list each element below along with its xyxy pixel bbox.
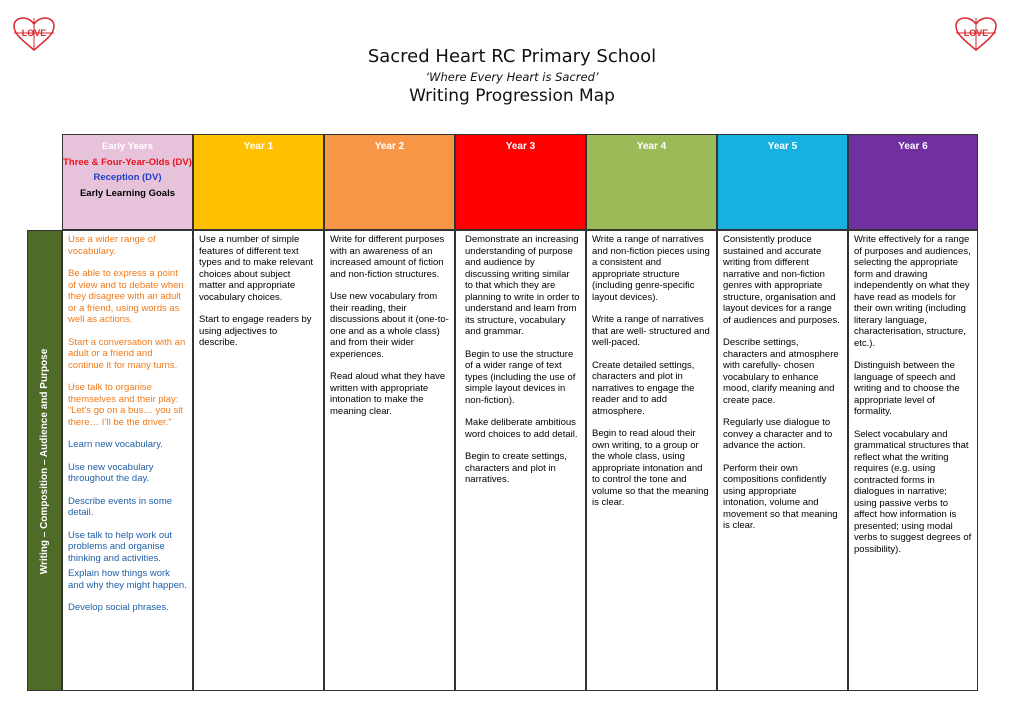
document-title: Writing Progression Map xyxy=(409,86,615,106)
objective: Consistently produce sustained and accurate writing from different narrative and non-fiction genres with appropriate structure, organisation and layout devices for a range of audiences and purposes. xyxy=(723,234,840,326)
elg-label: Early Learning Goals xyxy=(79,187,176,199)
objective: Regularly use dialogue to convey a character and to advance the action. xyxy=(723,417,833,451)
objective: Read aloud what they have written with appropriate intonation to make the meaning clear. xyxy=(330,371,446,417)
eyfs-item: Start a conversation with an adult or a friend and continue it for many turns. xyxy=(68,336,186,371)
objective: Start to engage readers by using adjectives to describe. xyxy=(199,314,312,348)
year3-header: Year 3 xyxy=(455,134,586,230)
objective: Begin to read aloud their own writing, to a group or the whole class, using appropriate intonation and to control the tone and volume so that the meaning is clear. xyxy=(592,428,709,508)
early-years-label: Early Years xyxy=(101,141,154,152)
progression-table xyxy=(27,134,978,691)
year1-content xyxy=(193,230,324,691)
year6-content xyxy=(848,230,978,691)
year4-header: Year 4 xyxy=(586,134,717,230)
side-label-cell xyxy=(27,230,62,691)
school-motto: ‘Where Every Heart is Sacred’ xyxy=(425,70,599,84)
objective: Select vocabulary and grammatical structures that reflect what the writing requires (e.g. using contracted forms in dialogues in narrative; using passive verbs to affect how information is presented; using modal verbs to suggest degrees of possibility). xyxy=(854,428,972,555)
year5-header: Year 5 xyxy=(717,134,848,230)
objective: Use new vocabulary from their reading, their discussions about it (one-to-one and as a whole class) and from their wider experiences. xyxy=(330,291,449,360)
objective: Begin to create settings, characters and plot in narratives. xyxy=(465,451,567,485)
objective: Create detailed settings, characters and plot in narratives to engage the reader and to add atmosphere. xyxy=(592,359,695,417)
logo-text: LOVE xyxy=(21,28,47,38)
objective: Make deliberate ambitious word choices to add detail. xyxy=(465,417,578,440)
eyfs-item: Learn new vocabulary. xyxy=(68,439,163,450)
year4-content xyxy=(586,230,717,691)
year3-content xyxy=(455,230,586,691)
year2-header: Year 2 xyxy=(324,134,455,230)
school-name: Sacred Heart RC Primary School xyxy=(367,46,657,67)
eyfs-item: Use talk to organise themselves and their play: “Let’s go on a bus… you sit there… I’ll be the driver.” xyxy=(68,382,183,428)
early-years-header xyxy=(62,134,193,230)
objective: Demonstrate an increasing understanding of purpose and audience by discussing writing similar to that which they are planning to write in order to understand and learn from its structure, vocabulary and grammar. xyxy=(465,234,580,337)
objective: Write a range of narratives and non-fiction pieces using a consistent and appropriate structure (including genre-specific layout devices). xyxy=(592,234,710,303)
eyfs-item: Be able to express a point of view and to debate when they disagree with an adult or a friend, using words as well as actions. xyxy=(68,268,184,325)
objective: Write effectively for a range of purposes and audiences, selecting the appropriate form and drawing independently on what they have read as models for their own writing (including literary language, characterisation, structure, etc.). xyxy=(854,234,971,349)
early-years-content xyxy=(62,230,193,691)
year6-header: Year 6 xyxy=(848,134,978,230)
eyfs-item: Develop social phrases. xyxy=(68,602,169,613)
eyfs-item: Use new vocabulary throughout the day. xyxy=(68,461,154,484)
objective: Distinguish between the language of speech and writing and to choose the appropriate level of formality. xyxy=(854,360,960,417)
objective: Begin to use the structure of a wider range of text types (including the use of simple layout devices in non-fiction). xyxy=(465,348,576,406)
eyfs-item: Use a wider range of vocabulary. xyxy=(68,234,156,257)
logo-text: LOVE xyxy=(963,28,989,38)
side-label: Writing – Composition – Audience and Purpose xyxy=(39,348,50,575)
year1-header: Year 1 xyxy=(193,134,324,230)
objective: Use a number of simple features of different text types and to make relevant choices about subject matter and appropriate vocabulary choices. xyxy=(199,234,314,303)
reception-label: Reception (DV) xyxy=(93,172,162,183)
year2-content xyxy=(324,230,455,691)
three-four-label: Three & Four-Year-Olds (DV) xyxy=(63,156,192,168)
objective: Perform their own compositions confidently using appropriate intonation, volume and movement so that meaning is clear. xyxy=(723,462,838,531)
year5-content xyxy=(717,230,848,691)
eyfs-item: Use talk to help work out problems and organise thinking and activities. xyxy=(68,529,173,564)
objective: Write for different purposes with an awareness of an increased amount of fiction and non-fiction structures. xyxy=(330,234,445,280)
objective: Write a range of narratives that are well- structured and well-paced. xyxy=(592,314,710,348)
eyfs-item: Explain how things work and why they might happen. xyxy=(68,568,187,591)
objective: Describe settings, characters and atmosphere with carefully- chosen vocabulary to enhance mood, clarify meaning and create pace. xyxy=(723,337,839,406)
eyfs-item: Describe events in some detail. xyxy=(68,495,173,518)
